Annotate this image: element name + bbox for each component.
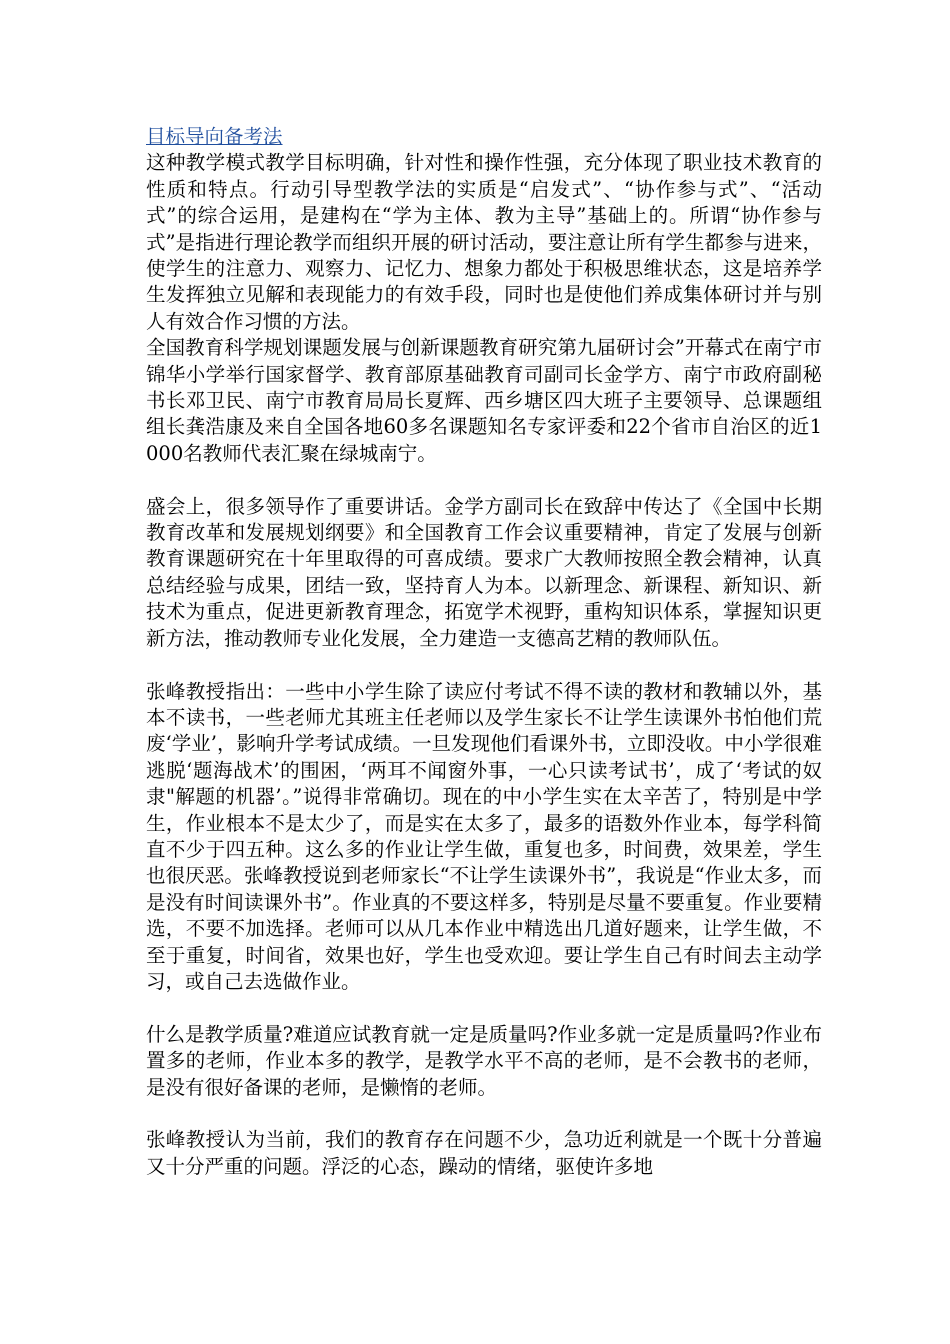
paragraph-leaders-speech: 盛会上，很多领导作了重要讲话。金学方副司长在致辞中传达了《全国中长期教育改革和发展规划纲要》和全国教育工作会议重要精神，肯定了发展与创新教育课题研究在十年里取得的可喜成绩。要求广大教师按照全教会精神，认真总结经验与成果，团结一致，坚持育人为本。以新理念、新课程、新知识、新技术为重点，促进更新教育理念，拓宽学术视野，重构知识体系，掌握知识更新方法，推动教师专业化发展，全力建造一支德高艺精的教师队伍。 xyxy=(146,494,822,650)
paragraph-teaching-mode: 这种教学模式教学目标明确，针对性和操作性强，充分体现了职业技术教育的性质和特点。行动引导型教学法的实质是“启发式”、“协作参与式”、“活动式”的综合运用，是建构在“学为主体、教为主导”基础上的。所谓“协作参与式”是指进行理论教学而组织开展的研讨活动，要注意让所有学生都参与进来，使学生的注意力、观察力、记忆力、想象力都处于积极思维状态，这是培养学生发挥独立见解和表现能力的有效手段，同时也是使他们养成集体研讨并与别人有效合作习惯的方法。 xyxy=(146,151,822,333)
paragraph-professor-remarks: 张峰教授指出：一些中小学生除了读应付考试不得不读的教材和教辅以外，基本不读书，一些老师尤其班主任老师以及学生家长不让学生读课外书怕他们荒废‘学业’，影响升学考试成绩。一旦发现他们看课外书，立即没收。中小学很难逃脱‘题海战术’的围困，‘两耳不闻窗外事，一心只读考试书’，成了‘考试的奴隶"解题的机器’。”说得非常确切。现在的中小学生实在太辛苦了，特别是中学生，作业根本不是太少了，而是实在太多了，最多的语数外作业本，每学科简直不少于四五种。这么多的作业让学生做，重复也多，时间费，效果差，学生也很厌恶。张峰教授说到老师家长“不让学生读课外书”，我说是“作业太多，而是没有时间读课外书”。作业真的不要这样多，特别是尽量不要重复。作业要精选，不要不加选择。老师可以从几本作业中精选出几道好题来，让学生做，不至于重复，时间省，效果也好，学生也受欢迎。要让学生自己有时间去主动学习，或自己去选做作业。 xyxy=(146,679,822,993)
title-link[interactable]: 目标导向备考法 xyxy=(146,125,283,148)
document-page xyxy=(146,124,822,1180)
paragraph-current-problems: 张峰教授认为当前，我们的教育存在问题不少，急功近利就是一个既十分普遍又十分严重的问题。浮泛的心态，躁动的情绪，驱使许多地 xyxy=(146,1128,822,1178)
paragraph-teaching-quality: 什么是教学质量?难道应试教育就一定是质量吗?作业多就一定是质量吗?作业布置多的老师，作业本多的教学，是教学水平不高的老师，是不会教书的老师，是没有很好备课的老师，是懒惰的老师。 xyxy=(146,1022,822,1099)
paragraph-conference-opening: 全国教育科学规划课题发展与创新课题教育研究第九届研讨会”开幕式在南宁市锦华小学举行国家督学、教育部原基础教育司副司长金学方、南宁市政府副秘书长邓卫民、南宁市教育局局长夏辉、西乡塘区四大班子主要领导、总课题组组长龚浩康及来自全国各地60多名课题知名专家评委和22个省市自治区的近1000名教师代表汇聚在绿城南宁。 xyxy=(146,336,822,465)
